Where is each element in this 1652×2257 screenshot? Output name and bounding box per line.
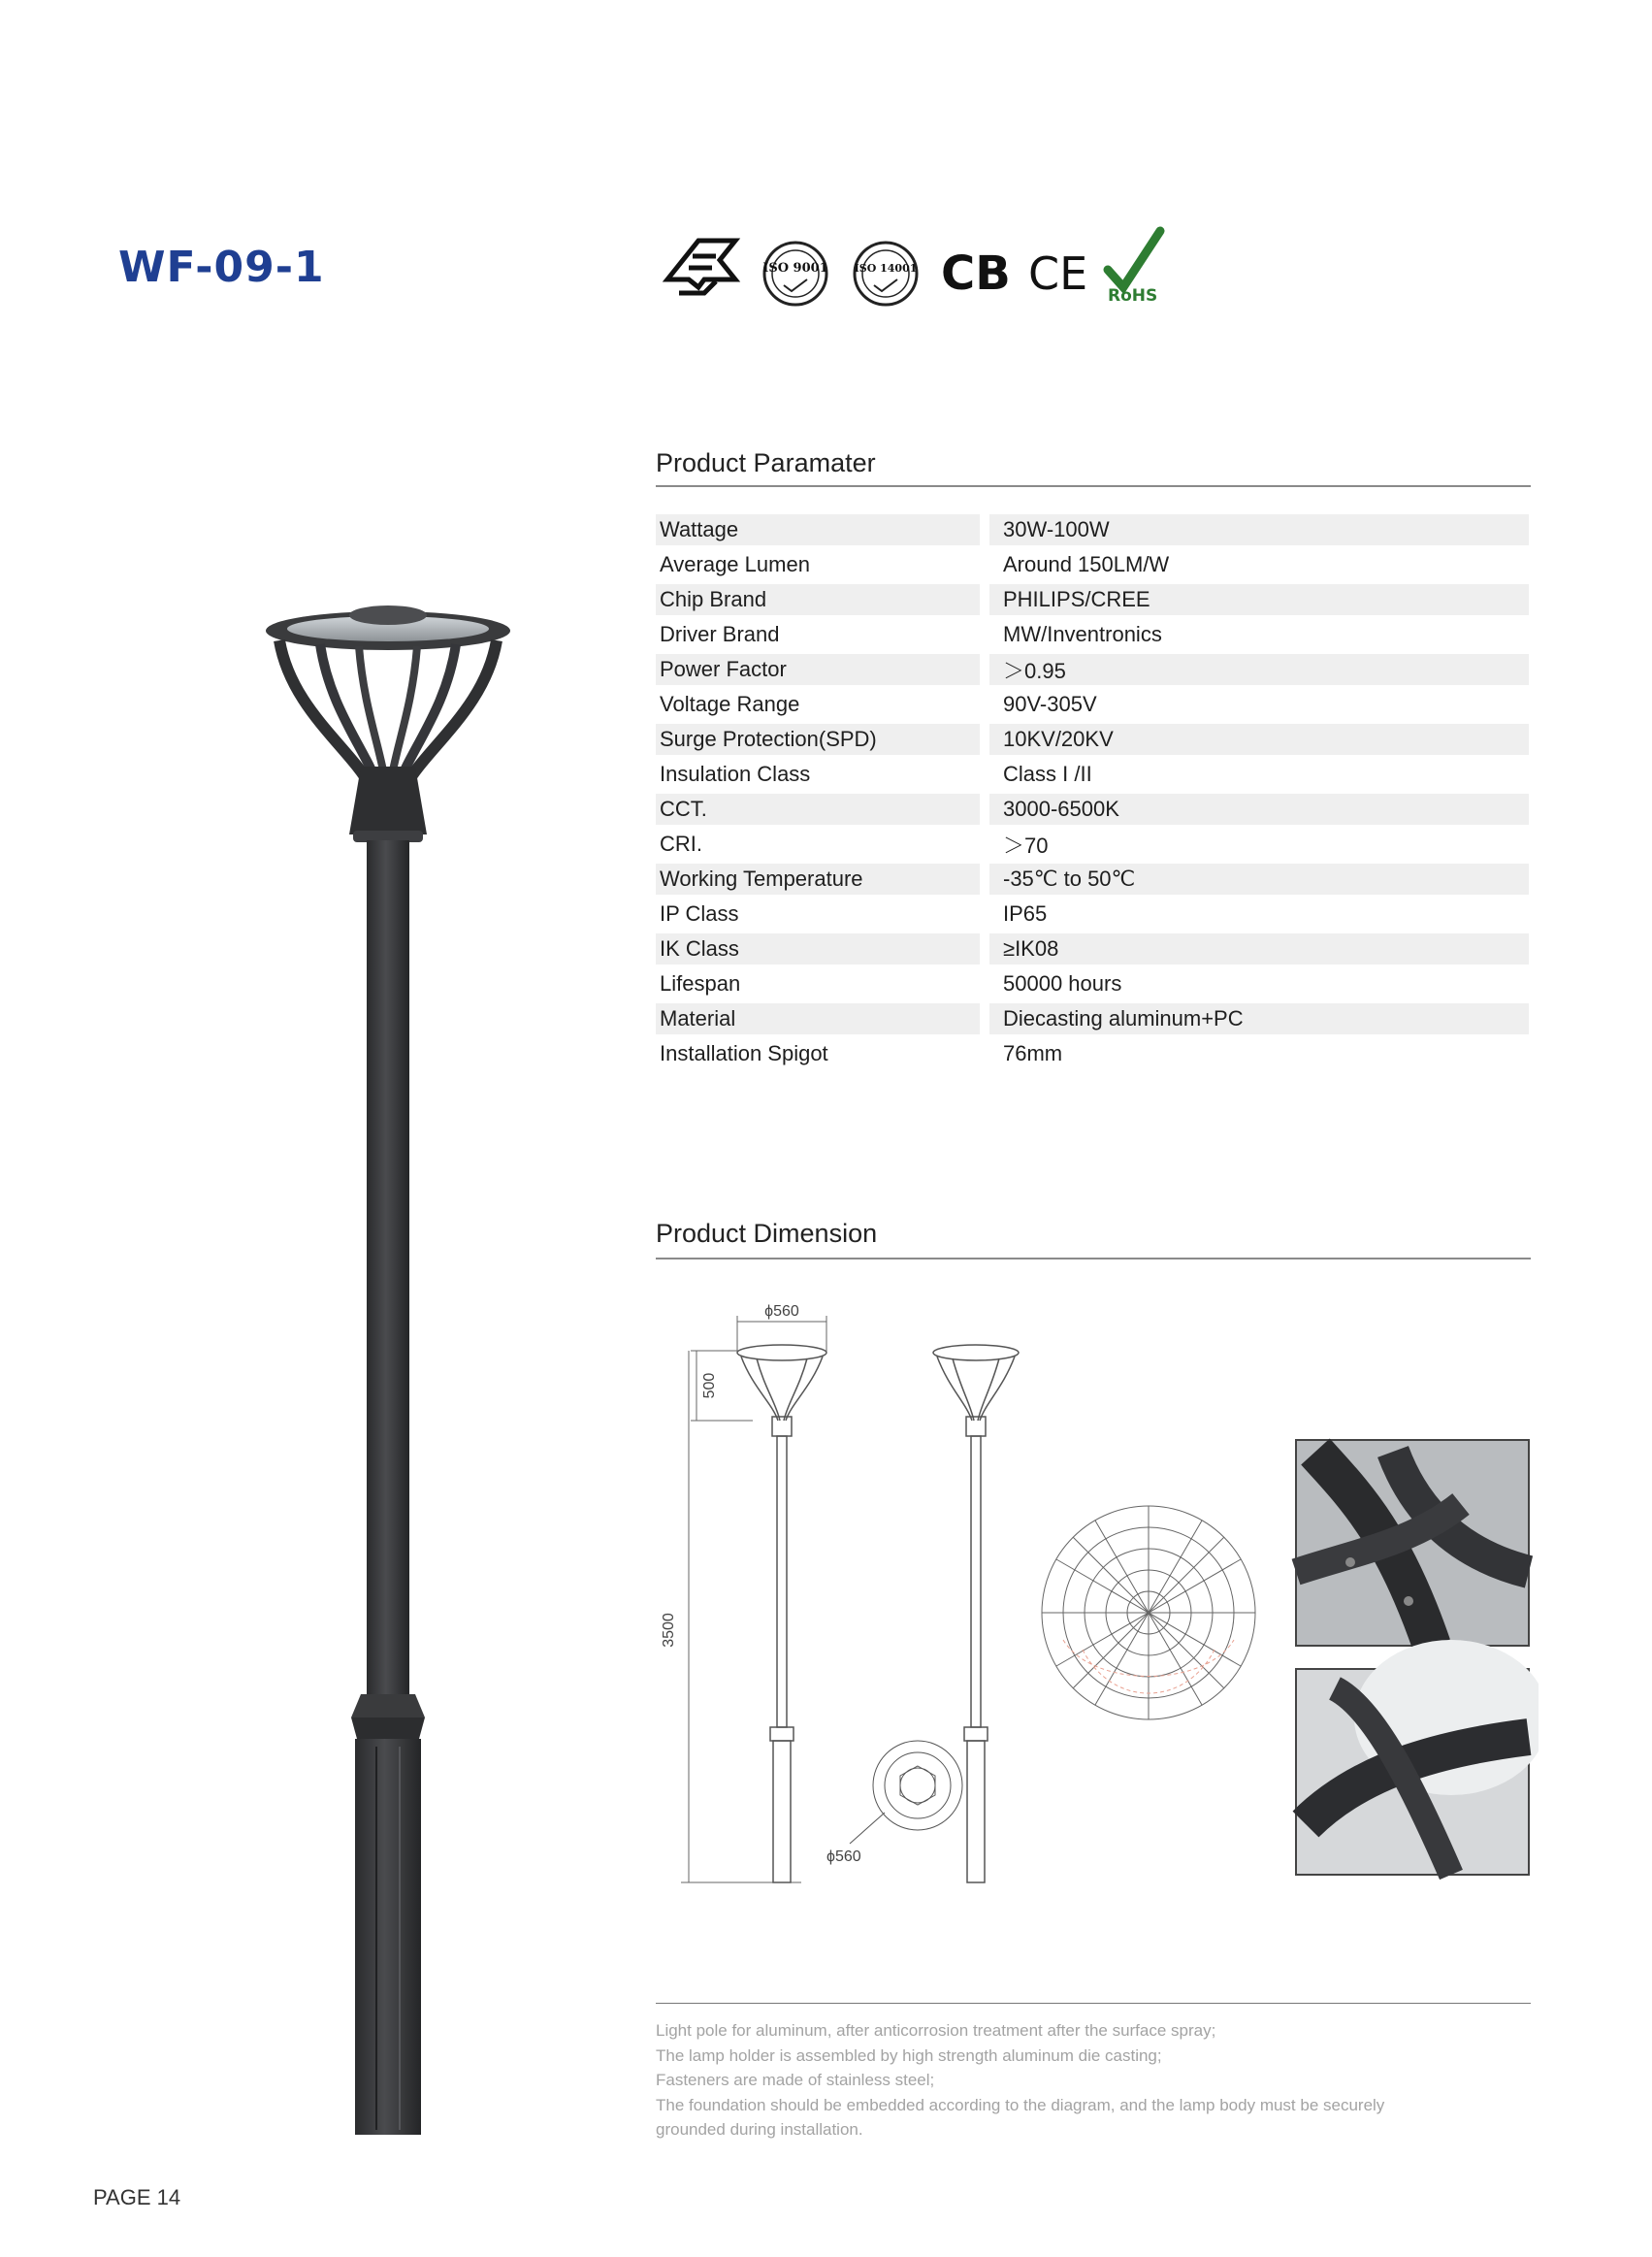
note-line: The lamp holder is assembled by high strength aluminum die casting; (656, 2045, 1162, 2065)
ce-mark: CE (1028, 247, 1088, 300)
dimension-drawing (656, 1281, 1539, 1902)
parameter-value: 90V-305V (1003, 692, 1097, 716)
parameters-divider (656, 485, 1531, 487)
parameter-row (656, 829, 1529, 860)
cb-mark: CB (941, 246, 1011, 301)
parameter-row (656, 549, 1529, 580)
dimension-divider (656, 1258, 1531, 1259)
note-line: grounded during installation. (656, 2120, 863, 2139)
parameter-row (656, 933, 1529, 965)
height-head-label: 500 (701, 1372, 718, 1399)
parameter-gap (980, 1003, 989, 1034)
parameter-row (656, 1003, 1529, 1034)
parameter-row (656, 689, 1529, 720)
base-top-view (850, 1741, 962, 1844)
parameter-key: Power Factor (656, 654, 980, 685)
parameter-key: IP Class (660, 901, 739, 926)
iso9001-icon (762, 243, 828, 305)
parameter-value: Class I /II (1003, 762, 1092, 786)
parameter-gap (980, 584, 989, 615)
street-lamp-image (252, 602, 524, 2144)
parameter-row (656, 584, 1529, 615)
detail-photo-1 (1296, 1440, 1529, 1646)
parameter-row (656, 794, 1529, 825)
parameter-gap (980, 549, 989, 580)
parameter-gap (980, 1038, 989, 1069)
note-line: Fasteners are made of stainless steel; (656, 2071, 935, 2089)
parameters-table (656, 510, 1529, 1073)
parameter-gap (980, 689, 989, 720)
page-number: PAGE 14 (93, 2185, 181, 2209)
parameter-value: ＞70 (1003, 833, 1049, 858)
parameter-row (656, 864, 1529, 895)
parameter-key: CRI. (660, 832, 702, 856)
parameter-gap (980, 864, 989, 895)
parameter-value: -35℃ to 50℃ (989, 864, 1529, 895)
parameter-key: Chip Brand (656, 584, 980, 615)
parameter-row (656, 619, 1529, 650)
rohs-icon (1108, 231, 1160, 306)
parameter-key: Working Temperature (656, 864, 980, 895)
parameter-value: Around 150LM/W (1003, 552, 1170, 576)
parameter-gap (980, 794, 989, 825)
parameter-value: 30W-100W (989, 514, 1529, 545)
parameter-value: IP65 (1003, 901, 1048, 926)
lamp-side-view-1 (737, 1345, 826, 1882)
note-line: The foundation should be embedded according to the diagram, and the lamp body must be securely (656, 2095, 1385, 2114)
notes-divider (656, 2003, 1531, 2004)
parameter-gap (980, 724, 989, 755)
parameter-key: Wattage (656, 514, 980, 545)
parameter-key: Material (656, 1003, 980, 1034)
parameter-row (656, 899, 1529, 930)
dia-base-label: ϕ560 (826, 1848, 861, 1865)
parameter-value: 50000 hours (1003, 971, 1122, 996)
dia-top-label: ϕ560 (764, 1303, 799, 1320)
parameter-value: 76mm (1003, 1041, 1063, 1065)
parameter-key: CCT. (656, 794, 980, 825)
parameter-gap (980, 829, 989, 860)
parameter-key: Driver Brand (660, 622, 780, 646)
parameter-row (656, 1038, 1529, 1069)
parameter-gap (980, 968, 989, 999)
parameter-key: Voltage Range (660, 692, 800, 716)
parameter-row (656, 514, 1529, 545)
iso14001-text: ISO 14001 (854, 262, 918, 275)
iso9001-text: ISO 9001 (762, 261, 828, 276)
dimension-title: Product Dimension (656, 1219, 878, 1248)
dimension-lines (681, 1316, 826, 1882)
model-title: WF-09-1 (118, 243, 325, 292)
enec-icon (667, 241, 735, 293)
parameter-row (656, 968, 1529, 999)
rohs-text: RoHS (1108, 286, 1158, 306)
parameter-value: PHILIPS/CREE (989, 584, 1529, 615)
parameter-gap (980, 759, 989, 790)
parameter-gap (980, 514, 989, 545)
parameter-key: Installation Spigot (660, 1041, 828, 1065)
parameter-row (656, 654, 1529, 685)
notes (656, 2018, 1529, 2143)
certification-logos (660, 223, 1183, 315)
parameter-key: Lifespan (660, 971, 741, 996)
parameter-key: Average Lumen (660, 552, 810, 576)
parameter-value: ＞0.95 (989, 654, 1529, 685)
parameter-key: IK Class (656, 933, 980, 965)
note-line: Light pole for aluminum, after anticorrosion treatment after the surface spray; (656, 2021, 1216, 2040)
parameter-row (656, 759, 1529, 790)
parameter-value: ≥IK08 (989, 933, 1529, 965)
iso14001-icon (855, 243, 918, 305)
height-total-label: 3500 (661, 1613, 677, 1648)
parameter-key: Surge Protection(SPD) (656, 724, 980, 755)
parameter-gap (980, 933, 989, 965)
parameter-gap (980, 899, 989, 930)
parameter-value: Diecasting aluminum+PC (989, 1003, 1529, 1034)
parameter-value: 3000-6500K (989, 794, 1529, 825)
detail-photo-2 (1296, 1640, 1539, 1875)
parameter-gap (980, 619, 989, 650)
parameter-key: Insulation Class (660, 762, 811, 786)
parameter-gap (980, 654, 989, 685)
parameters-title: Product Paramater (656, 448, 876, 477)
parameter-value: 10KV/20KV (989, 724, 1529, 755)
light-distribution-diagram (1042, 1506, 1255, 1719)
parameter-row (656, 724, 1529, 755)
parameter-value: MW/Inventronics (1003, 622, 1162, 646)
